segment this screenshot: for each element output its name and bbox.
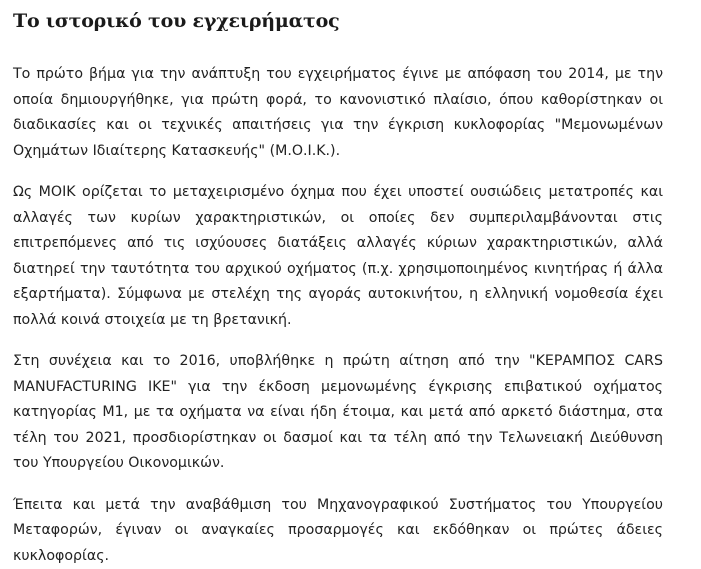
article-title: Το ιστορικό του εγχειρήματος (13, 10, 340, 32)
paragraph-application-2016: Στη συνέχεια και το 2016, υποβλήθηκε η πρώτη αίτηση από την "ΚΕΡΑΜΠΟΣ CARS MANUFACTURING IKE" για την έκδοση μεμονωμένης έγκρισης επιβατικού οχήματος κατηγορίας Μ1, με τα οχήματα να είναι ήδη έτοιμα, και μετά από αρκετό διάστημα, στα τέλη του 2021, προσδιορίστηκαν οι δασμοί και τα τέλη από την Τελωνειακή Διεύθυνση του Υπουργείου Οικονομικών. (13, 353, 663, 471)
paragraph-moik-definition: Ως ΜΟΙΚ ορίζεται το μεταχειρισμένο όχημα που έχει υποστεί ουσιώδεις μετατροπές και αλλαγές των κυρίων χαρακτηριστικών, οι οποίες δεν συμπεριλαμβάνονται στις επιτρεπόμενες από τις ισχύουσες διατάξεις αλλαγές κύριων χαρακτηριστικών, αλλά διατηρεί την ταυτότητα του αρχικού οχήματος (π.χ. χρησιμοποιημένος κινητήρας ή άλλα εξαρτήματα). Σύμφωνα με στελέχη της αγοράς αυτοκινήτου, η ελληνική νομοθεσία έχει πολλά κοινά στοιχεία με τη βρετανική. (13, 184, 663, 328)
article (13, 0, 663, 569)
paragraph-history-2014: Το πρώτο βήμα για την ανάπτυξη του εγχειρήματος έγινε με απόφαση του 2014, με την οποία δημιουργήθηκε, για πρώτη φορά, το κανονιστικό πλαίσιο, όπου καθορίστηκαν οι διαδικασίες και οι τεχνικές απαιτήσεις για την έγκριση κυκλοφορίας "Μεμονωμένων Οχημάτων Ιδιαίτερης Κατασκευής" (Μ.Ο.Ι.Κ.). (13, 66, 663, 159)
paragraph-licenses-issued: Έπειτα και μετά την αναβάθμιση του Μηχανογραφικού Συστήματος του Υπουργείου Μεταφορών, έγιναν οι αναγκαίες προσαρμογές και εκδόθηκαν οι πρώτες άδειες κυκλοφορίας. (13, 496, 663, 564)
